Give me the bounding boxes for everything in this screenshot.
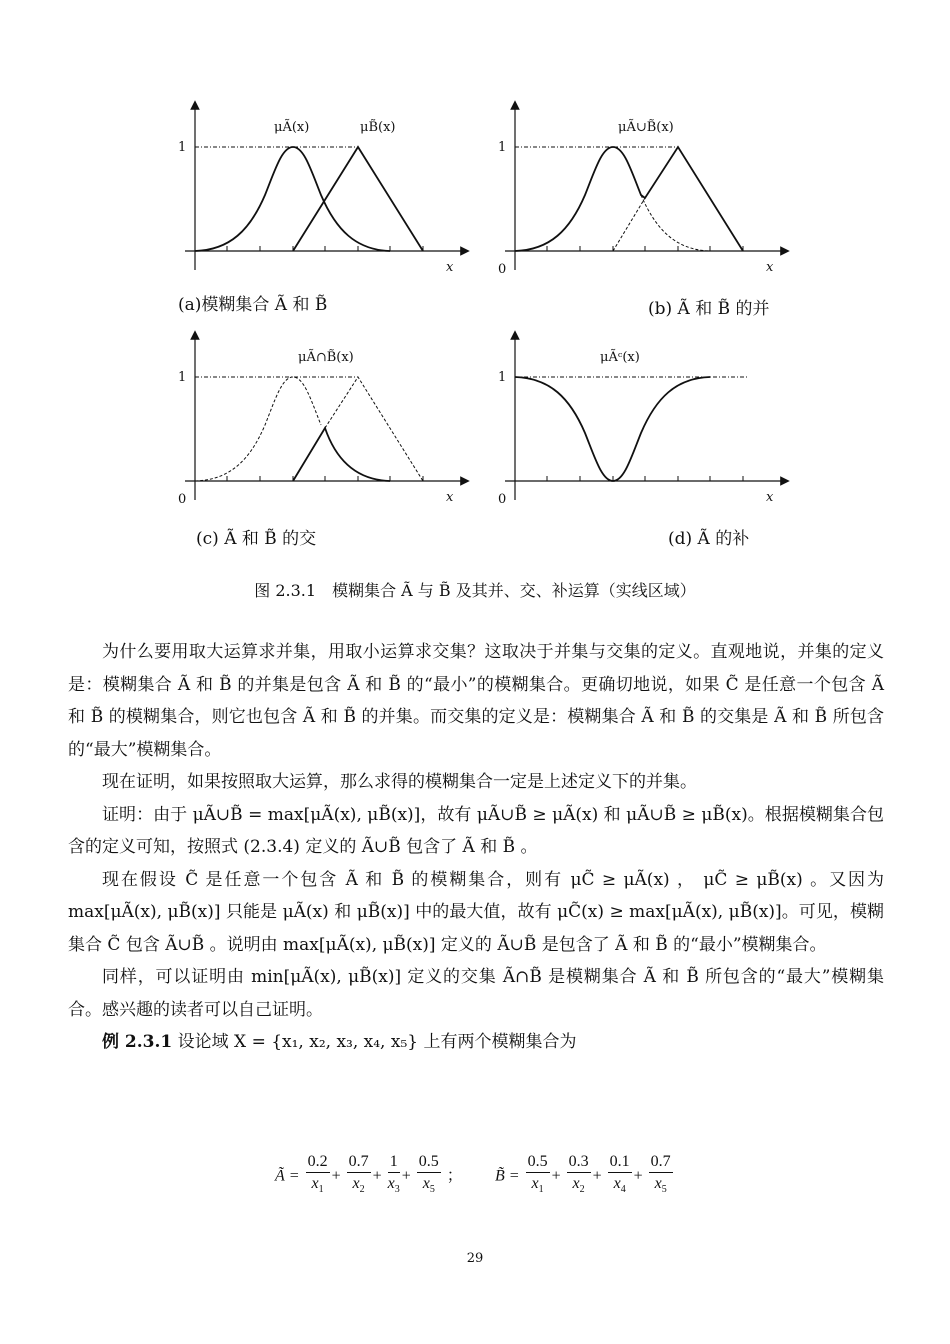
paragraph-3: 证明：由于 μÃ∪B̃ = max[μÃ(x), μB̃(x)]，故有 μÃ∪B̃ ≥ μÃ(x) 和 μÃ∪B̃ ≥ μB̃(x)。根据模糊集合包含的定义可知，按照式 (2.3.4) 定义的 Ã∪B̃ 包含了 Ã 和 B̃ 。 (68, 804, 884, 857)
frac-a-2: $\frac{0.7}{x_2}$ (348, 1153, 369, 1196)
formula-b: B̃ = $\frac{0.5}{x_1}$ + $\frac{0.3}{x_2}$ + $\frac{0.1}{x_4}$ + $\frac{0.7}{x_5}$ (495, 1152, 675, 1201)
panel-a-caption: (a)模糊集合 Ã 和 B̃ (178, 295, 328, 315)
paragraph-1: 为什么要用取大运算求并集，用取小运算求交集？这取决于并集与交集的定义。直观地说，并集的定义是：模糊集合 Ã 和 B̃ 的并集是包含 Ã 和 B̃ 的“最小”的模糊集合。更确切地说，如果 C̃ 是任意一个包含 Ã 和 B̃ 的模糊集合，则它也包含 Ã 和 B̃ 的并集。而交集的定义是：模糊集合 Ã 和 B̃ 的交集是 Ã 和 B̃ 所包含的“最大”模糊集合。 (68, 642, 884, 760)
frac-a-1: $\frac{0.2}{x_1}$ (307, 1153, 328, 1196)
frac-b-4: $\frac{0.7}{x_5}$ (650, 1153, 671, 1196)
panel-d (490, 330, 790, 510)
panel-c-xlabel: x (446, 490, 454, 505)
frac-b-3: $\frac{0.1}{x_4}$ (609, 1153, 630, 1196)
panel-c-label-mu-intersection: μÃ∩B̃(x) (298, 350, 354, 365)
panel-c (170, 330, 470, 510)
panel-d-ytick: 1 (498, 370, 507, 385)
panel-b-ytick: 1 (498, 140, 507, 155)
example-text: 设论域 X = {x₁, x₂, x₃, x₄, x₅} 上有两个模糊集合为 (177, 1032, 577, 1052)
formula-a-lhs: Ã = (275, 1167, 300, 1185)
panel-b-caption: (b) Ã 和 B̃ 的并 (648, 299, 770, 319)
frac-a-3: $\frac{1}{x_3}$ (387, 1153, 400, 1196)
example-label: 例 2.3.1 (102, 1032, 173, 1052)
panel-b (490, 100, 790, 280)
frac-a-4: $\frac{0.5}{x_5}$ (418, 1153, 439, 1196)
body-text (68, 636, 884, 1059)
formula-separator: ； (446, 1167, 463, 1185)
panel-d-plot (490, 330, 790, 510)
paragraph-5: 同样，可以证明由 min[μÃ(x), μB̃(x)] 定义的交集 Ã∩B̃ 是模糊集合 Ã 和 B̃ 所包含的“最大”模糊集合。感兴趣的读者可以自己证明。 (68, 967, 884, 1020)
panel-a (170, 100, 470, 275)
panel-c-ytick: 1 (178, 370, 187, 385)
panel-d-xlabel: x (766, 490, 774, 505)
panel-b-xlabel: x (766, 260, 774, 275)
frac-b-2: $\frac{0.3}{x_2}$ (568, 1153, 589, 1196)
paragraph-4: 现在假设 C̃ 是任意一个包含 Ã 和 B̃ 的模糊集合，则有 μC̃ ≥ μÃ(x) ， μC̃ ≥ μB̃(x) 。又因为 max[μÃ(x), μB̃(x)] 只能是 μÃ(x) 和 μB̃(x)] 中的最大值，故有 μC̃(x) ≥ max[μÃ(x), μB̃(x)]。可见，模糊集合 C̃ 包含 Ã∪B̃ 。说明由 max[μÃ(x), μB̃(x)] 定义的 Ã∪B̃ 是包含了 Ã 和 B̃ 的“最小”模糊集合。 (68, 869, 884, 955)
example-line (68, 1026, 884, 1059)
panel-a-label-mu-b: μB̃(x) (360, 120, 396, 135)
figure-title: 图 2.3.1 模糊集合 Ã 与 B̃ 及其并、交、补运算（实线区域） (254, 581, 696, 600)
formula-b-lhs: B̃ = (495, 1167, 520, 1185)
panel-d-caption: (d) Ã 的补 (668, 529, 750, 549)
page-number: 29 (466, 1251, 484, 1266)
panel-d-origin: 0 (498, 492, 507, 507)
panel-a-plot (170, 100, 470, 275)
panel-d-label-mu-complement: μÃᶜ(x) (600, 350, 640, 365)
panel-b-label-mu-union: μÃ∪B̃(x) (618, 120, 674, 135)
frac-b-1: $\frac{0.5}{x_1}$ (527, 1153, 548, 1196)
panel-c-origin: 0 (178, 492, 187, 507)
panel-c-caption: (c) Ã 和 B̃ 的交 (196, 529, 317, 549)
panel-a-xlabel: x (446, 260, 454, 275)
panel-a-ytick: 1 (178, 140, 187, 155)
panel-b-origin: 0 (498, 262, 507, 277)
panel-a-label-mu-a: μÃ(x) (274, 120, 310, 135)
paragraph-2: 现在证明，如果按照取大运算，那么求得的模糊集合一定是上述定义下的并集。 (102, 772, 697, 792)
formula-a: Ã = $\frac{0.2}{x_1}$ + $\frac{0.7}{x_2}$ + $\frac{1}{x_3}$ + $\frac{0.5}{x_5}$ ； (275, 1152, 463, 1201)
